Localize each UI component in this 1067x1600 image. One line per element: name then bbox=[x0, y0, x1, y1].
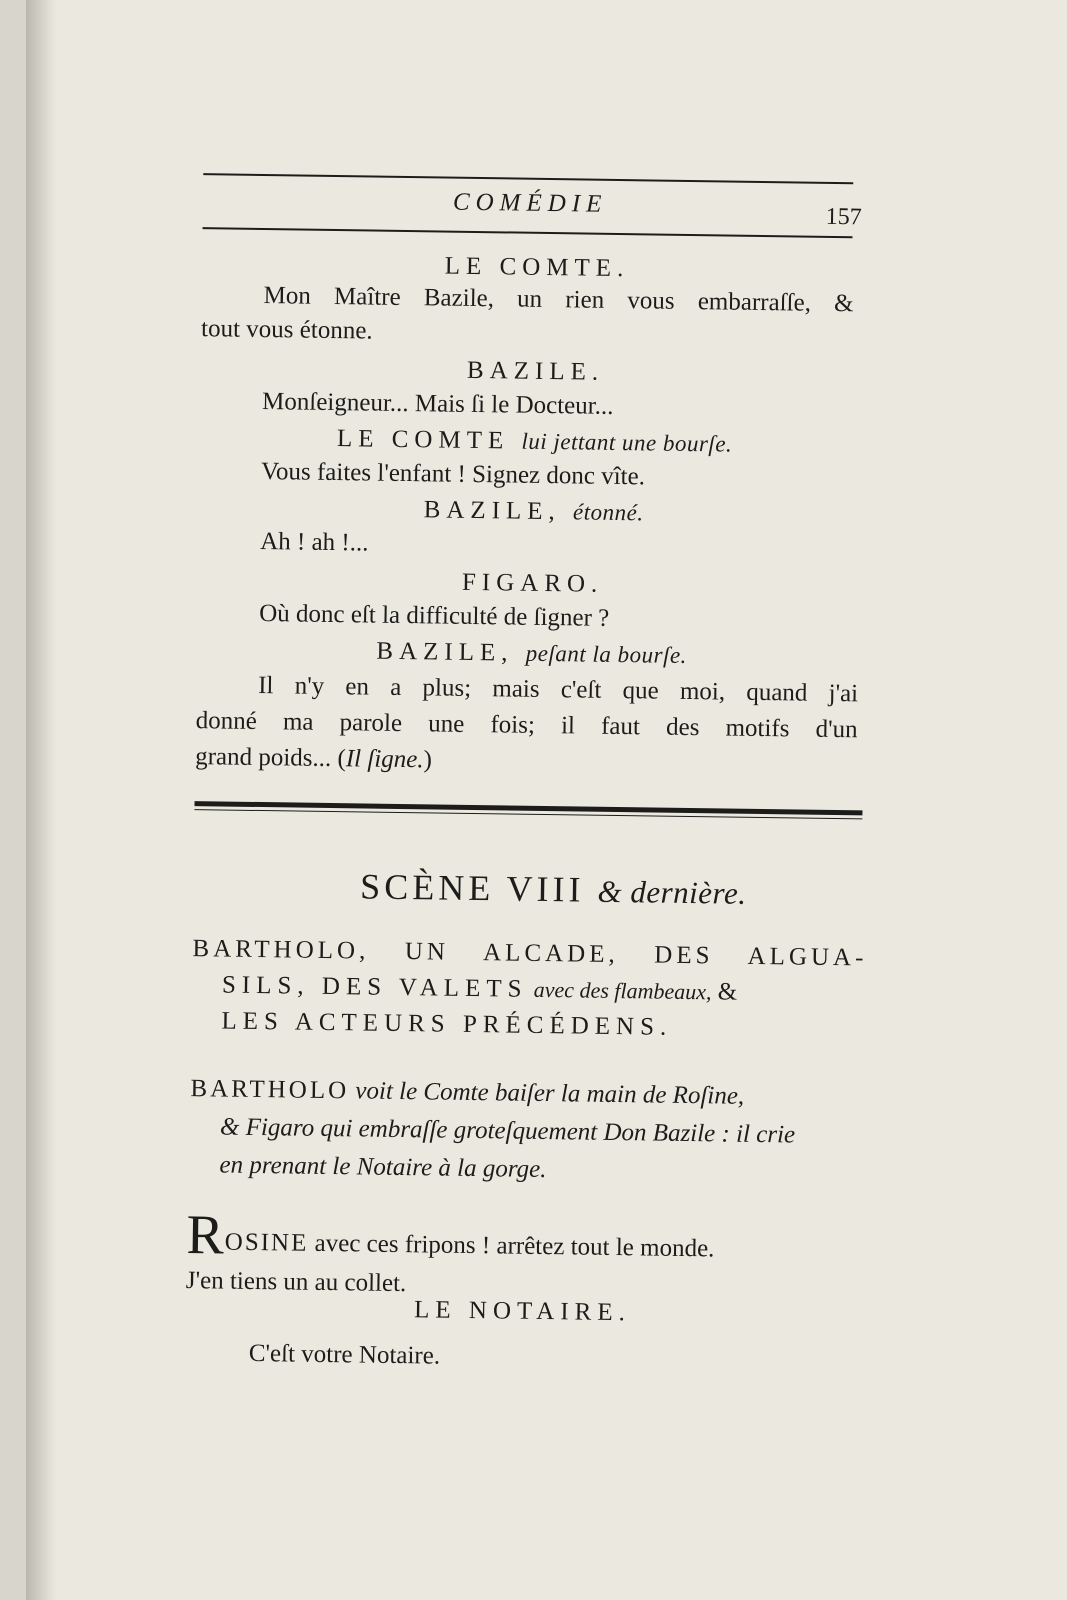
scene-title bbox=[193, 863, 914, 915]
speaker-bazile: BAZILE. bbox=[466, 356, 605, 386]
speaker-le-comte-direction bbox=[199, 423, 869, 460]
page-gutter-shadow bbox=[26, 0, 56, 1600]
stage-direction: lui jettant une bourſe. bbox=[521, 428, 733, 457]
stage-direction-line: en prenant le Notaire à la gorge. bbox=[219, 1151, 547, 1184]
cast-names: SILS, DES VALETS bbox=[221, 971, 528, 1003]
speaker-bazile-direction bbox=[198, 493, 868, 530]
stage-direction-line: & Figaro qui embraſſe groteſquement Don Bazile : il crie bbox=[219, 1113, 796, 1149]
drop-cap: R bbox=[186, 1204, 225, 1267]
header-rule-bottom bbox=[203, 227, 853, 238]
speaker-bazile-direction bbox=[196, 635, 866, 672]
speaker-figaro: FIGARO. bbox=[461, 568, 604, 598]
line-text: ) bbox=[423, 746, 433, 774]
dialogue-line: C'eſt votre Notaire. bbox=[248, 1339, 441, 1370]
stage-direction: Il ſigne. bbox=[345, 745, 424, 774]
dialogue-line-dropcap bbox=[186, 1204, 715, 1270]
dialogue-line: donné ma parole une fois; il faut des motifs d'un bbox=[195, 707, 858, 744]
scene-title-main: SCÈNE VIII bbox=[359, 866, 585, 910]
cast-list-line: BARTHOLO, UN ALCADE, DES ALGUA- bbox=[192, 935, 868, 972]
stage-direction: peſant la bourſe. bbox=[525, 640, 688, 668]
dialogue-line: Monſeigneur... Mais ſi le Docteur... bbox=[261, 388, 614, 420]
header-rule-top bbox=[203, 173, 853, 184]
cast-list-line: LES ACTEURS PRÉCÉDENS. bbox=[221, 1007, 673, 1041]
book-page bbox=[26, 0, 1067, 1600]
dialogue-line: Vous faites l'enfant ! Signez donc vîte. bbox=[260, 458, 646, 491]
speech-caps: OSINE bbox=[224, 1228, 309, 1257]
speaker-le-comte: LE COMTE. bbox=[444, 252, 630, 283]
ampersand: & bbox=[717, 978, 738, 1006]
dialogue-line: Mon Maître Bazile, un rien vous embarraſſe, & bbox=[263, 282, 854, 318]
page-number: 157 bbox=[825, 203, 862, 231]
cast-list-line bbox=[222, 972, 738, 1007]
dialogue-line: J'en tiens un au collet. bbox=[185, 1267, 407, 1298]
line-text: grand poids... ( bbox=[194, 743, 347, 773]
dialogue-line: Il n'y en a plus; mais c'eſt que moi, quand j'ai bbox=[257, 671, 859, 708]
page-content bbox=[26, 0, 1067, 1600]
speaker-le-notaire: LE NOTAIRE. bbox=[413, 1296, 632, 1327]
stage-direction: voit le Comte baiſer la main de Roſine, bbox=[355, 1077, 745, 1110]
dialogue-line bbox=[195, 743, 432, 774]
speaker-name: BAZILE, bbox=[376, 637, 514, 667]
dialogue-line: Où donc eſt la difficulté de ſigner ? bbox=[258, 599, 610, 632]
speaker-name: BAZILE, bbox=[423, 496, 561, 526]
scene-title-italic: & dernière. bbox=[597, 873, 747, 911]
dialogue-line: Ah ! ah !... bbox=[259, 527, 369, 557]
running-title: COMÉDIE bbox=[452, 188, 608, 218]
stage-direction: étonné. bbox=[572, 499, 644, 526]
stage-direction: avec des flambeaux, bbox=[533, 976, 712, 1005]
speaker-name: BARTHOLO bbox=[190, 1075, 350, 1105]
stage-direction-block bbox=[190, 1075, 744, 1111]
dialogue-line: tout vous étonne. bbox=[200, 315, 373, 345]
line-text: avec ces fripons ! arrêtez tout le monde. bbox=[314, 1229, 715, 1263]
speaker-name: LE COMTE bbox=[336, 425, 510, 455]
